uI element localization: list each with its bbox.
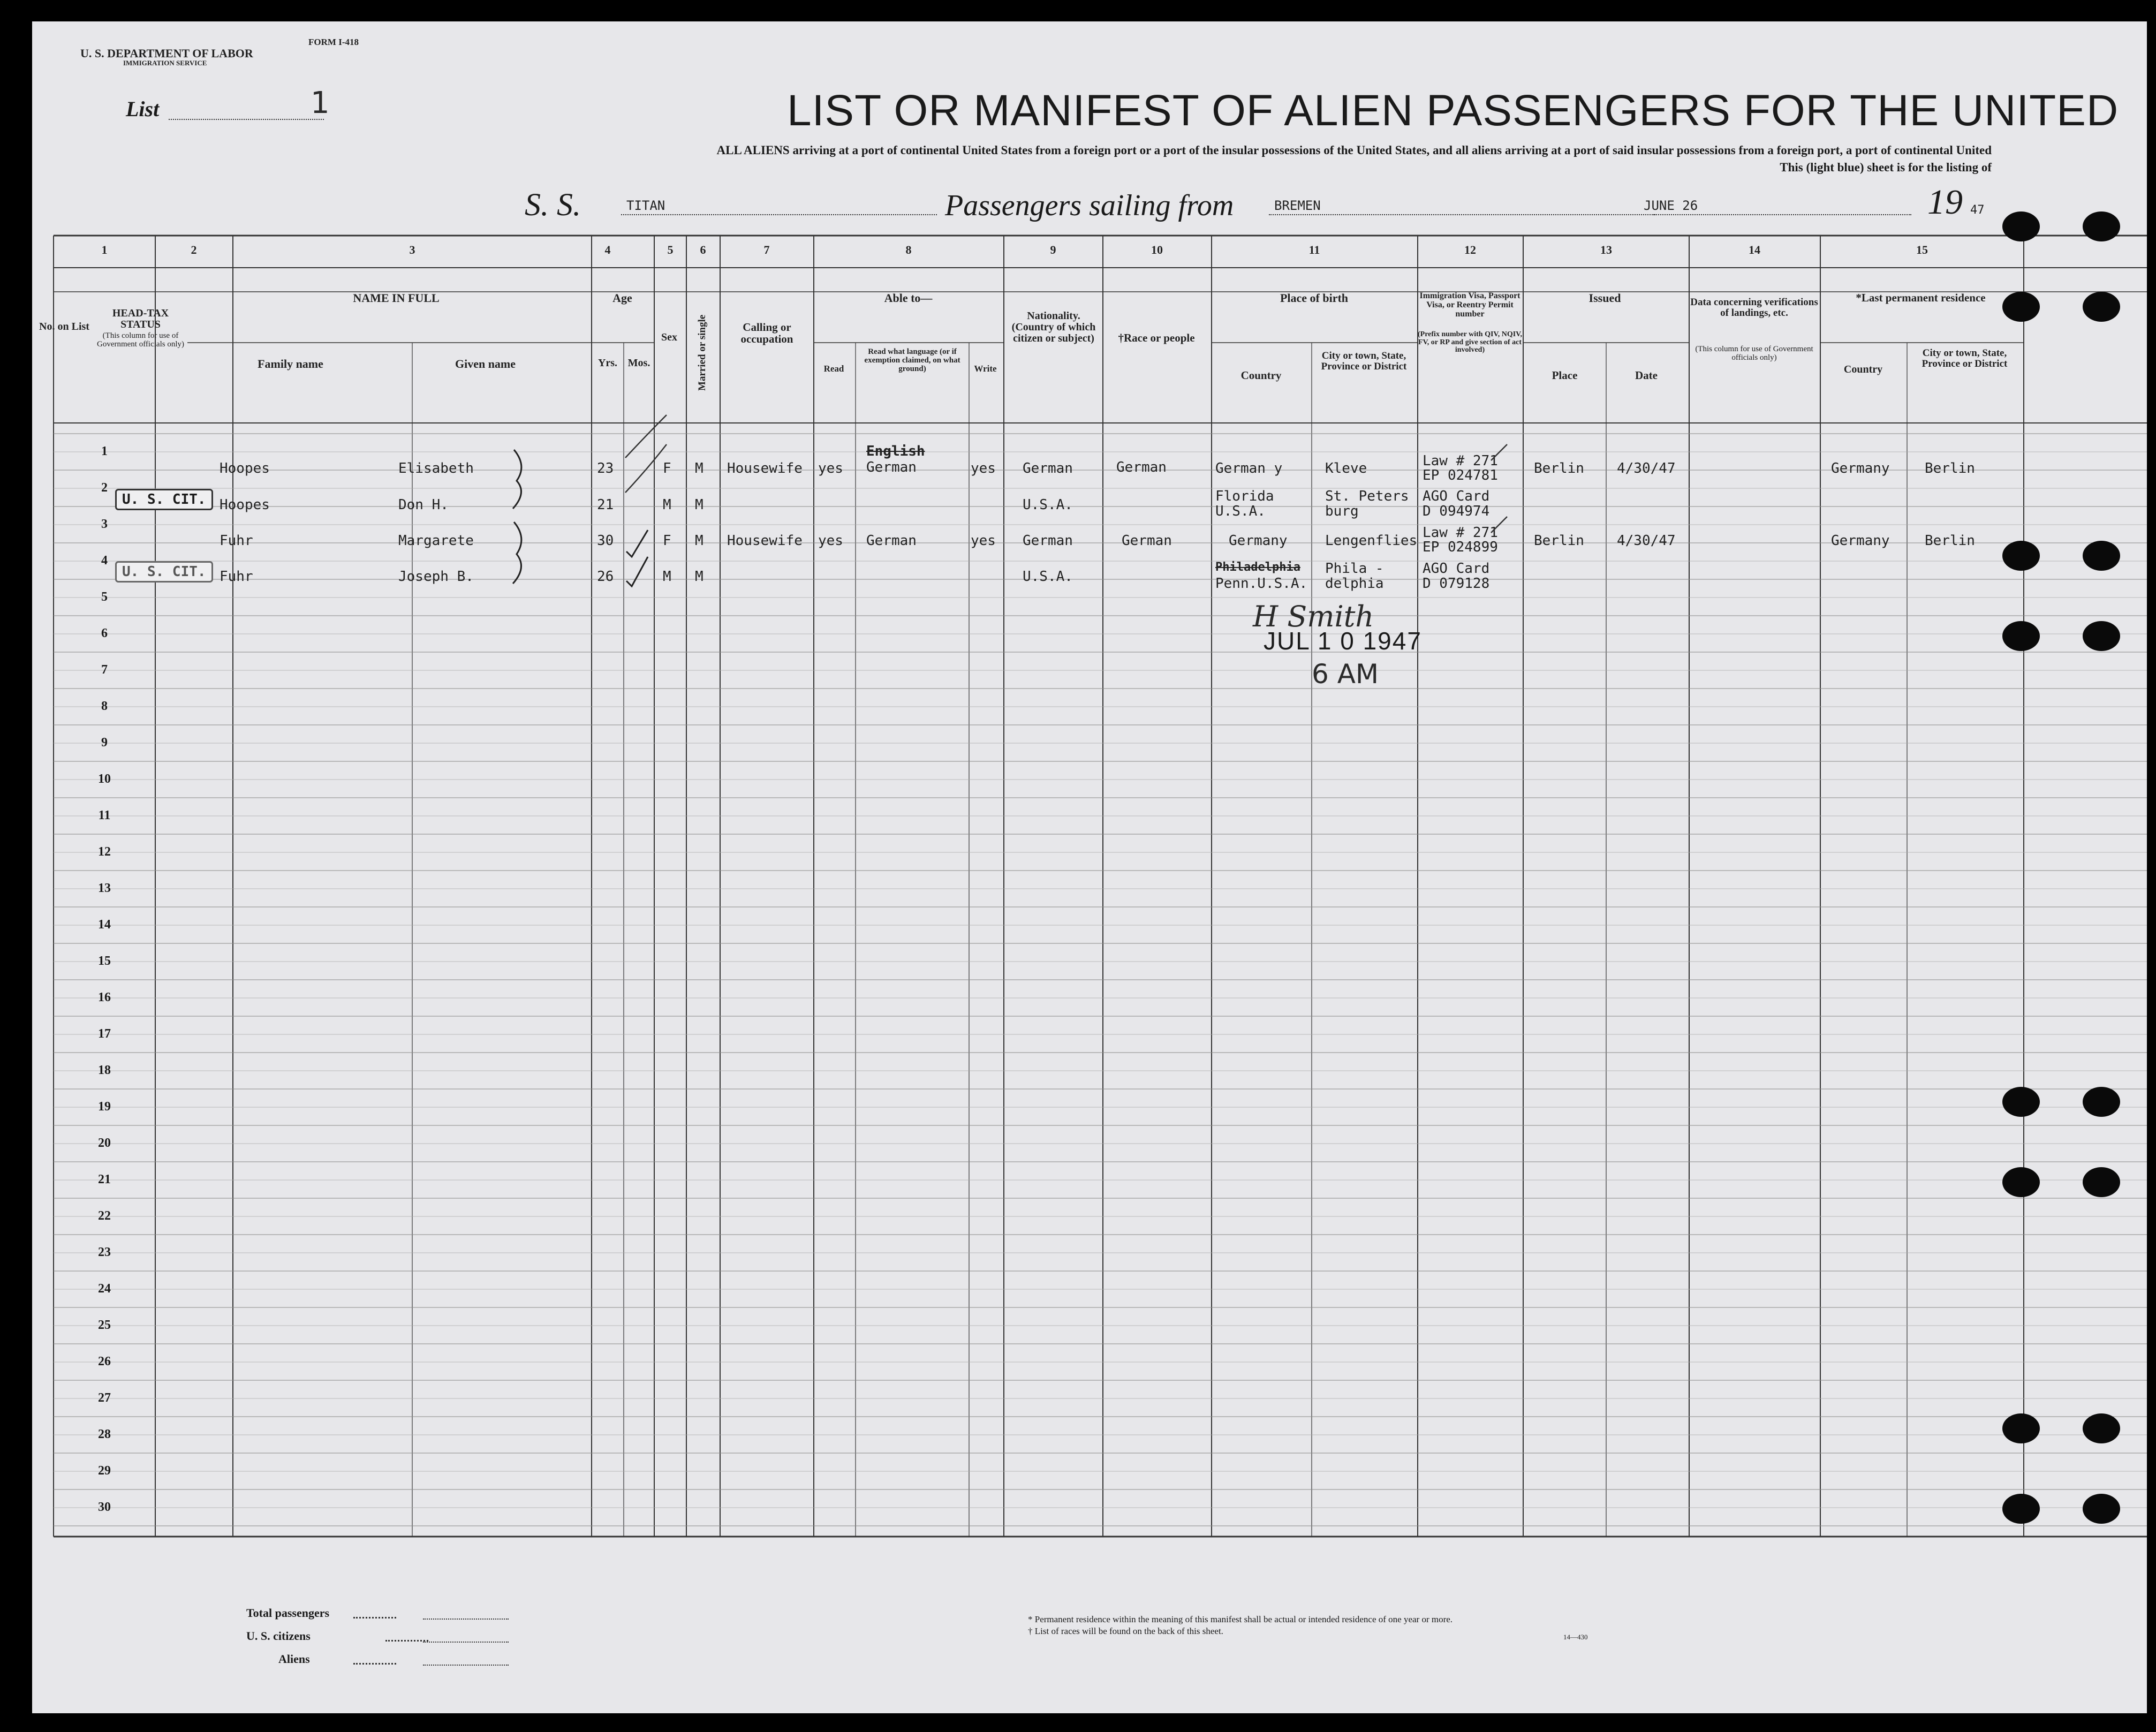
row-number-8: 8 <box>101 699 108 713</box>
inspection-date-stamp: JUL 1 0 1947 <box>1264 627 1422 655</box>
issued-date: 4/30/47 <box>1617 533 1676 549</box>
birth-city: Phila - <box>1325 561 1384 577</box>
header-yrs: Yrs. <box>597 357 618 369</box>
nationality: U.S.A. <box>1023 569 1073 585</box>
form-number: FORM I-418 <box>308 37 359 47</box>
column-number-15: 15 <box>1916 243 1928 256</box>
row-number-1: 1 <box>101 444 108 458</box>
marital-status: M <box>695 460 703 477</box>
family-name: Hoopes <box>220 460 270 477</box>
row-number-4: 4 <box>101 554 108 568</box>
read-language: German <box>866 533 917 549</box>
header-issued-place: Place <box>1552 369 1578 382</box>
birth-country: Penn.U.S.A. <box>1215 576 1308 592</box>
row-number-17: 17 <box>98 1027 111 1041</box>
row-number-12: 12 <box>98 845 111 859</box>
year-suffix: 47 <box>1970 203 1985 217</box>
row-number-27: 27 <box>98 1391 111 1405</box>
birth-city: Kleve <box>1325 460 1367 477</box>
header-age: Age <box>612 291 632 305</box>
header-birth-city: City or town, State, Province or District <box>1321 350 1407 372</box>
footer-total-passengers: Total passengers <box>246 1606 330 1620</box>
sex: F <box>663 533 671 549</box>
punch-hole <box>2002 1494 2040 1524</box>
issued-place: Berlin <box>1534 533 1584 549</box>
row-number-15: 15 <box>98 954 111 968</box>
header-name-in-full: NAME IN FULL <box>353 291 440 305</box>
nationality: German <box>1023 533 1073 549</box>
column-number-10: 10 <box>1151 243 1163 256</box>
row-number-20: 20 <box>98 1136 111 1150</box>
residence-city: Berlin <box>1925 460 1975 477</box>
row-number-3: 3 <box>101 517 108 531</box>
birth-country: Germany <box>1229 533 1288 549</box>
visa-line-1: AGO Card <box>1423 488 1490 504</box>
column-number-6: 6 <box>700 243 706 256</box>
column-number-14: 14 <box>1749 243 1760 256</box>
footer-leader <box>353 1617 396 1618</box>
punch-hole <box>2083 1494 2120 1524</box>
ss-label: S. S. <box>525 187 581 222</box>
footnote-races: † List of races will be found on the back of this sheet. <box>1028 1626 1223 1636</box>
issued-date: 4/30/47 <box>1617 460 1676 477</box>
column-number-4: 4 <box>604 243 611 256</box>
family-name: Hoopes <box>220 497 270 513</box>
footer-leader <box>353 1663 396 1665</box>
ship-name: TITAN <box>626 198 665 213</box>
sex: M <box>663 569 671 585</box>
nationality: German <box>1023 460 1073 477</box>
row-number-21: 21 <box>98 1173 111 1186</box>
header-race: †Race or people <box>1118 331 1195 344</box>
language-struck: English <box>866 443 925 459</box>
header-verifications-note: (This column for use of Government officials only) <box>1695 345 1813 362</box>
marital-status: M <box>695 533 703 549</box>
birth-city-line-2: delphia <box>1325 576 1384 592</box>
footnote-residence: * Permanent residence within the meaning of this manifest shall be actual or intended residence of one year or more. <box>1028 1614 1453 1624</box>
row-number-13: 13 <box>98 881 111 895</box>
manifest-subtitle-1: ALL ALIENS arriving at a port of continental United States from a foreign port or a port of the insular possessions of the United States, and all aliens arriving at a port of said insular possessions from a foreign port, a port of continental United <box>716 143 1992 157</box>
visa-line-2: D 079128 <box>1423 576 1490 592</box>
given-name: Joseph B. <box>398 569 474 585</box>
header-birth-country: Country <box>1240 369 1282 382</box>
column-number-7: 7 <box>763 243 770 256</box>
manifest-title: LIST OR MANIFEST OF ALIEN PASSENGERS FOR THE UNITED <box>787 86 2119 135</box>
total-passengers-blank <box>423 1618 509 1620</box>
us-citizens-blank <box>423 1642 509 1643</box>
can-read: yes <box>818 533 843 549</box>
visa-line-1: Law # 271 <box>1423 525 1498 541</box>
year-prefix: 19 <box>1927 183 1963 222</box>
row-number-18: 18 <box>98 1063 111 1077</box>
header-head-tax-note: (This column for use of Government officials only) <box>96 331 184 349</box>
row-number-14: 14 <box>98 918 111 932</box>
birth-city: Lengenflies <box>1325 533 1418 549</box>
visa-line-2: EP 024781 <box>1423 467 1498 483</box>
row-number-24: 24 <box>98 1282 111 1296</box>
age-years: 30 <box>597 533 614 549</box>
age-years: 26 <box>597 569 614 585</box>
header-no-on-list: No. on List <box>39 321 89 332</box>
birth-country-struck: Philadelphia <box>1215 561 1300 574</box>
column-number-13: 13 <box>1600 243 1612 256</box>
family-name: Fuhr <box>220 533 253 549</box>
footer-leader <box>385 1640 428 1642</box>
birth-country-line-2: U.S.A. <box>1215 503 1266 519</box>
birth-country: Florida <box>1215 488 1274 504</box>
column-number-3: 3 <box>409 243 415 256</box>
punch-hole <box>2083 541 2120 571</box>
residence-city: Berlin <box>1925 533 1975 549</box>
can-read: yes <box>818 460 843 477</box>
birth-city-line-2: burg <box>1325 503 1359 519</box>
row-number-11: 11 <box>98 808 111 822</box>
column-number-11: 11 <box>1308 243 1320 256</box>
row-number-28: 28 <box>98 1427 111 1441</box>
department-name: U. S. DEPARTMENT OF LABOR <box>80 46 253 60</box>
given-name: Elisabeth <box>398 460 474 477</box>
can-write: yes <box>971 460 996 477</box>
row-number-23: 23 <box>98 1245 111 1259</box>
visa-line-1: AGO Card <box>1423 561 1490 577</box>
punch-hole <box>2002 621 2040 651</box>
row-number-7: 7 <box>101 663 108 677</box>
footer-aliens: Aliens <box>278 1652 310 1666</box>
row-number-10: 10 <box>98 772 111 786</box>
row-number-19: 19 <box>98 1100 111 1114</box>
row-number-26: 26 <box>98 1355 111 1368</box>
header-sex: Sex <box>661 331 677 343</box>
aliens-blank <box>423 1665 509 1666</box>
punch-hole <box>2083 292 2120 322</box>
header-married: Married or single <box>697 314 708 391</box>
header-res-country: Country <box>1843 364 1883 375</box>
family-name: Fuhr <box>220 569 253 585</box>
service-name: IMMIGRATION SERVICE <box>123 58 207 67</box>
header-visa-note: (Prefix number with QIV, NQIV, FV, or RP and give section of act involved) <box>1418 330 1522 354</box>
sex: F <box>663 460 671 477</box>
column-number-5: 5 <box>667 243 674 256</box>
birth-country: German y <box>1215 460 1283 477</box>
header-read-language: Read what language (or if exemption claimed, on what ground) <box>864 347 960 373</box>
punch-hole <box>2083 621 2120 651</box>
row-number-5: 5 <box>101 590 108 604</box>
column-number-1: 1 <box>101 243 108 256</box>
age-years: 21 <box>597 497 614 513</box>
race: German <box>1116 459 1167 475</box>
nationality: U.S.A. <box>1023 497 1073 513</box>
header-nationality: Nationality. (Country of which citizen or subject) <box>1011 310 1096 344</box>
header-write: Write <box>974 364 997 374</box>
column-number-9: 9 <box>1050 243 1056 256</box>
sailing-label: Passengers sailing from <box>945 189 1234 222</box>
header-able-to: Able to— <box>884 291 933 305</box>
race: German <box>1122 533 1172 549</box>
row-number-2: 2 <box>101 481 108 495</box>
punch-hole <box>2002 1413 2040 1443</box>
punch-hole <box>2002 1167 2040 1197</box>
header-mos: Mos. <box>627 357 650 369</box>
sailing-date: JUNE 26 <box>1644 198 1698 213</box>
age-years: 23 <box>597 460 614 477</box>
given-name: Don H. <box>398 497 449 513</box>
punch-hole <box>2002 211 2040 241</box>
header-issued: Issued <box>1588 291 1621 305</box>
header-last-residence: *Last permanent residence <box>1856 291 1986 304</box>
punch-hole <box>2083 1087 2120 1117</box>
marital-status: M <box>695 569 703 585</box>
row-number-29: 29 <box>98 1464 111 1478</box>
row-number-22: 22 <box>98 1209 111 1223</box>
row-number-9: 9 <box>101 736 108 750</box>
header-issued-date: Date <box>1635 369 1658 382</box>
manifest-sheet <box>32 21 2147 1713</box>
header-calling: Calling or occupation <box>740 321 793 346</box>
punch-hole <box>2083 1167 2120 1197</box>
header-verifications: Data concerning verifications of landings, etc. <box>1690 297 1818 319</box>
header-given-name: Given name <box>455 357 516 370</box>
list-label: List <box>126 97 160 121</box>
column-number-8: 8 <box>905 243 912 256</box>
us-citizen-stamp: U. S. CIT. <box>115 489 213 510</box>
header-read: Read <box>823 364 844 374</box>
can-write: yes <box>971 533 996 549</box>
footer-form-code: 14—430 <box>1563 1633 1588 1641</box>
birth-city: St. Peters <box>1325 488 1409 504</box>
punch-hole <box>2002 292 2040 322</box>
manifest-subtitle-2: This (light blue) sheet is for the listing of <box>1780 161 1992 174</box>
row-number-16: 16 <box>98 990 111 1004</box>
departure-port: BREMEN <box>1274 198 1321 213</box>
read-language: German <box>866 459 917 475</box>
header-res-city: City or town, State, Province or District <box>1922 347 2008 369</box>
footer-us-citizens: U. S. citizens <box>246 1629 311 1643</box>
header-head-tax: HEAD-TAX STATUS <box>112 307 169 330</box>
given-name: Margarete <box>398 533 474 549</box>
header-place-of-birth: Place of birth <box>1280 291 1349 305</box>
handwritten-marks <box>32 21 2147 1713</box>
header-family-name: Family name <box>258 357 323 370</box>
marital-status: M <box>695 497 703 513</box>
residence-country: Germany <box>1831 460 1890 477</box>
row-number-6: 6 <box>101 626 108 640</box>
punch-hole <box>2002 1087 2040 1117</box>
row-number-25: 25 <box>98 1318 111 1332</box>
occupation: Housewife <box>727 533 803 549</box>
residence-country: Germany <box>1831 533 1890 549</box>
punch-hole <box>2083 211 2120 241</box>
header-visa: Immigration Visa, Passport Visa, or Reentry Permit number <box>1419 291 1520 319</box>
visa-line-2: D 094974 <box>1423 503 1490 519</box>
column-number-2: 2 <box>191 243 197 256</box>
list-number: 1 <box>311 86 330 120</box>
inspection-time: 6 AM <box>1312 659 1379 690</box>
visa-line-2: EP 024899 <box>1423 539 1498 555</box>
punch-hole <box>2083 1413 2120 1443</box>
us-citizen-stamp: U. S. CIT. <box>115 561 213 583</box>
issued-place: Berlin <box>1534 460 1584 477</box>
inspector-signature: H Smith <box>1253 600 1374 633</box>
punch-hole <box>2002 541 2040 571</box>
visa-line-1: Law # 271 <box>1423 453 1498 469</box>
occupation: Housewife <box>727 460 803 477</box>
row-number-30: 30 <box>98 1500 111 1514</box>
column-number-12: 12 <box>1464 243 1476 256</box>
sex: M <box>663 497 671 513</box>
